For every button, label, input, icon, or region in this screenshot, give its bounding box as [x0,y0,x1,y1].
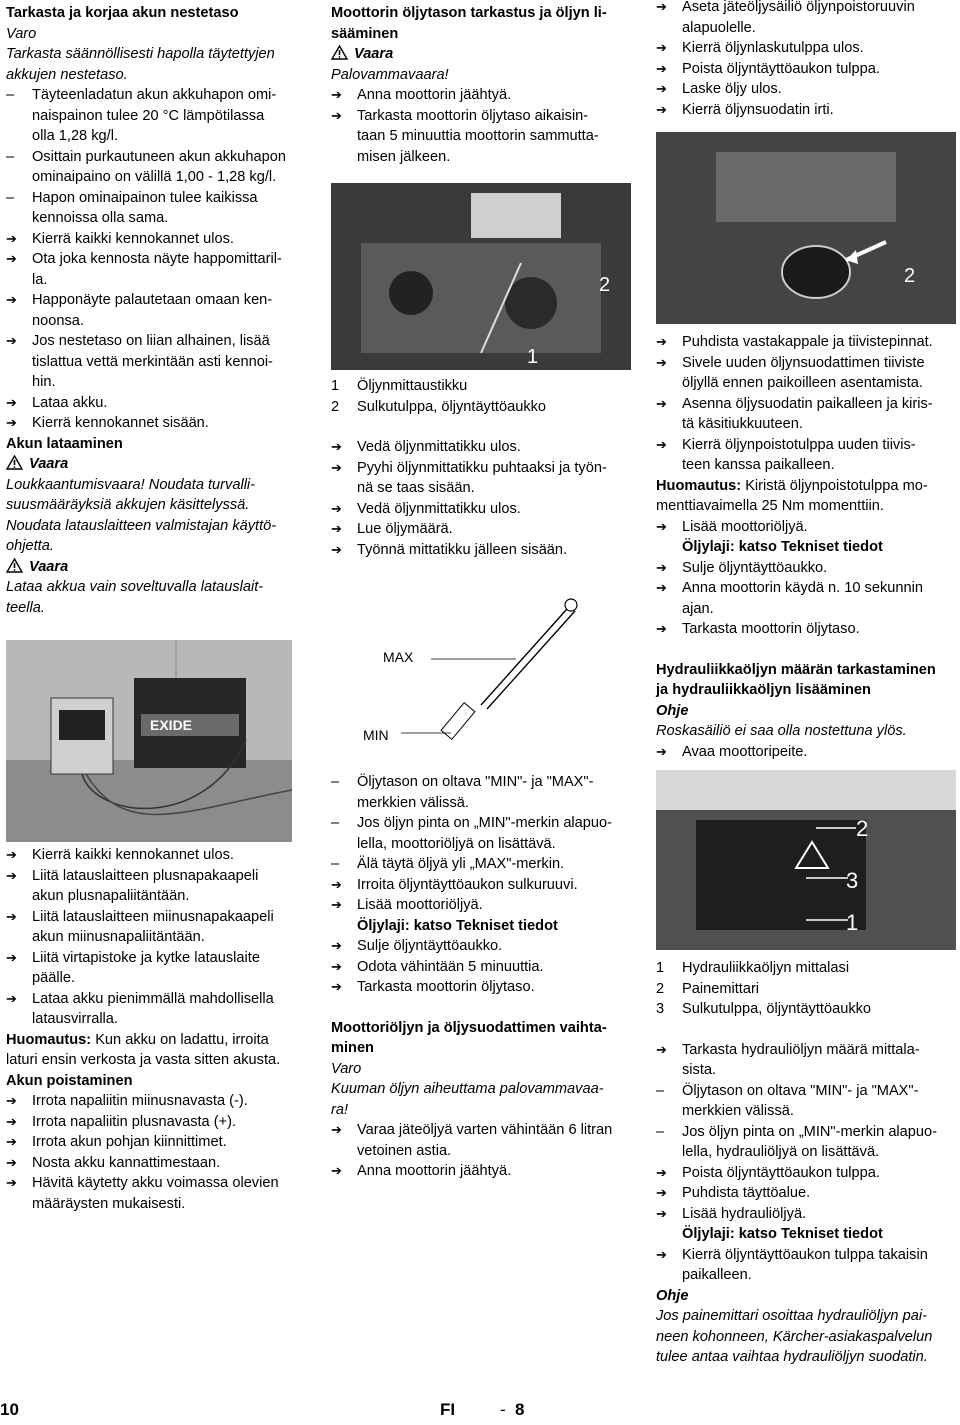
instruction-step [6,989,302,1030]
instruction-step [331,936,631,957]
instruction-step [6,249,302,290]
heading: minen [331,1040,374,1056]
arrow-icon: ➔ [6,908,17,924]
instruction-step [6,1153,302,1174]
heading: ja hydrauliikkaöljyn lisääminen [656,682,871,698]
page-number-left: 10 [0,1400,19,1419]
instruction-step [6,229,302,250]
legend-text: Sulkutulppa, öljyntäyttöaukko [357,398,547,415]
legend-item [656,958,956,979]
step-line: Anna moottorin jäähtyä. [357,87,512,103]
dash-marker: – [6,87,15,103]
step-line: latausvirralla. [32,1011,118,1027]
dash-item [656,1122,956,1163]
heading: Moottorin öljytason tarkastus ja öljyn li- [331,5,607,21]
step-line: Öljytason on oltava "MIN"- ja "MAX"- [682,1082,919,1099]
battery-brand-label: EXIDE [150,717,193,733]
arrow-icon: ➔ [6,230,17,246]
step-line: Poista öljyntäyttöaukon tulppa. [682,1164,880,1181]
legend-item [656,979,956,1000]
page-number-right: 8 [515,1400,525,1419]
italic-note: Lataa akkua vain soveltuvalla latauslait- [6,579,264,595]
arrow-icon: ➔ [331,107,342,123]
instruction-step [6,1132,302,1153]
italic-note: Noudata latauslaitteen valmistajan käyttö- [6,517,277,534]
legend-number: 3 [656,1001,665,1017]
arrow-icon: ➔ [656,580,667,595]
spacer [656,640,956,660]
language-code: FI [440,1400,456,1419]
step-line: Irrota napaliitin plusnavasta (+). [32,1113,237,1130]
heading: Hydrauliikkaöljyn määrän tarkastaminen [656,661,936,678]
oil-filter-install-steps [656,332,956,762]
note-label: Huomautus: [6,1031,92,1048]
battery-charging-steps [6,845,302,1214]
arrow-icon: ➔ [656,101,667,117]
instruction-step [331,85,631,106]
instruction-step [331,957,631,978]
note-label: Huomautus: [656,477,742,494]
step-line: Puhdista vastakappale ja tiivistepinnat. [682,334,933,350]
dash-item [331,813,631,854]
step-line: Vedä öljynmittatikku ulos. [357,500,521,517]
arrow-icon: ➔ [656,354,667,370]
note-text: Kiristä öljynpoistotulppa mo- [741,477,928,494]
instruction-step [656,1204,956,1225]
instruction-step [656,578,956,619]
oil-filter-photo [656,132,956,324]
arrow-icon: ➔ [331,938,342,953]
step-line: Irrota napaliitin miinusnavasta (-). [32,1093,248,1109]
warning-text: Vaara [354,46,394,62]
italic-note: ra! [331,1101,349,1118]
legend-item [331,397,631,418]
step-line: ominaipaino on välillä 1,00 - 1,28 kg/l. [32,169,277,185]
spacer [656,1020,956,1040]
instruction-step [656,1163,956,1184]
arrow-icon: ➔ [656,1164,667,1180]
step-line: Lataa akku. [32,394,108,411]
arrow-icon: ➔ [6,949,17,965]
step-line: Lisää hydrauliöljyä. [682,1205,807,1222]
step-line: Kierrä öljynsuodatin irti. [682,101,834,118]
step-line: Kierrä kaikki kennokannet ulos. [32,230,234,247]
warning-label [331,44,631,65]
instruction-step [331,977,631,998]
oil-drain-steps [656,0,956,120]
arrow-icon: ➔ [656,60,667,76]
step-line: Osittain purkautuneen akun akkuhapon [32,148,286,165]
step-line: nä se taas sisään. [357,480,475,496]
heading: sääminen [331,25,399,42]
spacer [331,417,631,437]
step-line: Kierrä öljynlaskutulppa ulos. [682,40,864,56]
arrow-icon: ➔ [656,0,667,14]
step-line: Kierrä öljynpoistotulppa uuden tiivis- [682,436,916,453]
instruction-step [656,1183,956,1204]
note-text: Kun akku on ladattu, irroita [91,1031,269,1048]
instruction-step [331,499,631,520]
legend-number: 2 [331,398,340,415]
note-paragraph [6,1030,302,1071]
step-line: olla 1,28 kg/l. [32,128,118,144]
step-line: akun plusnapaliitäntään. [32,888,190,904]
italic-note: Palovammavaara! [331,66,449,83]
step-line: hin. [32,374,56,390]
arrow-icon: ➔ [656,559,667,575]
instruction-step [656,100,956,121]
arrow-icon: ➔ [331,87,342,102]
legend-text: Hydrauliikkaöljyn mittalasi [682,960,850,976]
step-line: Anna moottorin käydä n. 10 sekunnin [682,580,923,596]
dash-marker: – [656,1123,665,1140]
step-line: Varaa jäteöljyä varten vähintään 6 litran [357,1122,613,1138]
step-line: Liitä virtapistoke ja kytke latauslaite [32,949,260,966]
hydraulic-tank-photo [656,770,956,950]
instruction-step [656,558,956,579]
warning-label [6,454,302,475]
arrow-icon: ➔ [331,521,342,536]
instruction-step [6,948,302,989]
arrow-icon: ➔ [331,439,342,454]
step-line: Hapon ominaipainon tulee kaikissa [32,189,258,206]
instruction-step [6,866,302,907]
oil-type-note: Öljylaji: katso Tekniset tiedot [682,1226,883,1242]
arrow-icon: ➔ [331,541,342,557]
step-line: Työnnä mittatikku jälleen sisään. [357,541,568,558]
step-line: Lataa akku pienimmällä mahdollisella [32,990,274,1007]
dash-marker: – [656,1082,665,1099]
instruction-step [331,1161,631,1182]
step-line: päälle. [32,970,76,986]
step-line: naispainon tulee 20 °C lämpötilassa [32,107,265,124]
step-line: tislattua vettä merkintään asti kennoi- [32,353,273,370]
arrow-icon: ➔ [331,500,342,516]
step-line: Happonäyte palautetaan omaan ken- [32,292,273,308]
step-line: Sulje öljyntäyttöaukko. [682,559,828,576]
step-line: Aseta jäteöljysäiliö öljynpoistoruuvin [682,0,915,15]
arrow-icon: ➔ [656,395,667,411]
arrow-icon: ➔ [656,518,667,534]
dipstick-diagram [331,575,631,750]
italic-note: neen kohonneen, Kärcher-asiakaspalvelun [656,1328,933,1345]
note-paragraph [656,476,956,517]
step-line: noonsa. [32,312,84,329]
arrow-icon: ➔ [6,251,17,266]
instruction-step [6,290,302,331]
oil-type-note: Öljylaji: katso Tekniset tiedot [682,539,883,555]
instruction-step [6,1173,302,1214]
instruction-step [331,437,631,458]
step-line: lella, moottoriöljyä on lisättävä. [357,835,556,852]
instruction-step [6,907,302,948]
arrow-icon: ➔ [6,1175,17,1190]
step-line: vetoinen astia. [357,1142,452,1159]
dash-marker: – [6,189,15,206]
arrow-icon: ➔ [656,743,667,759]
arrow-icon: ➔ [6,1093,17,1108]
dash-marker: – [331,774,340,790]
step-line: Anna moottorin jäähtyä. [357,1163,512,1179]
italic-note: Varo [331,1060,362,1077]
step-line: öljyllä ennen paikoilleen asentamista. [682,375,923,391]
instruction-step [656,435,956,476]
step-line: Tarkasta hydrauliöljyn määrä mittala- [682,1041,920,1058]
step-line: akun miinusnapaliitäntään. [32,929,205,945]
step-line: Älä täytä öljyä yli „MAX"-merkin. [357,856,565,872]
arrow-icon: ➔ [656,621,667,636]
note-line [6,1030,302,1051]
step-line: merkkien välissä. [357,794,469,811]
hydraulic-steps [656,958,956,1368]
instruction-step [331,1120,631,1161]
arrow-icon: ➔ [6,415,17,430]
battery-charger-photo [6,640,292,842]
dash-item [331,772,631,813]
page-separator: - [500,1400,506,1419]
step-line: Pyyhi öljynmittatikku puhtaaksi ja työn- [357,459,607,476]
instruction-step [331,875,631,896]
warning-text: Vaara [29,456,69,472]
step-line: Odota vähintään 5 minuuttia. [357,958,544,975]
dash-item [6,188,302,229]
step-line: teen kanssa paikalleen. [682,457,835,473]
instruction-step [6,331,302,393]
step-line: Nosta akku kannattimestaan. [32,1154,221,1171]
step-line: la. [32,271,48,288]
step-line: määräysten mukaisesti. [32,1195,186,1212]
heading: Tarkasta ja korjaa akun nestetaso [6,5,239,21]
note-line [6,1050,302,1071]
step-line: Tarkasta moottorin öljytaso aikaisin- [357,107,589,124]
dash-item [6,147,302,188]
italic-note: Varo [6,25,37,42]
instruction-step [656,59,956,80]
heading: Akun lataaminen [6,435,123,452]
italic-note: Roskasäiliö ei saa olla nostettuna ylös. [656,723,907,739]
step-line: Tarkasta moottorin öljytaso. [682,621,860,637]
legend-number: 1 [331,378,340,394]
arrow-icon: ➔ [6,990,17,1006]
tank-label-1: 1 [846,910,859,935]
step-line: taan 5 minuuttia moottorin sammutta- [357,128,599,144]
italic-note: ohjetta. [6,538,54,554]
legend-text: Öljynmittaustikku [357,378,468,394]
step-line: Irroita öljyntäyttöaukon sulkuruuvi. [357,876,578,893]
step-line: Vedä öljynmittatikku ulos. [357,439,521,455]
dipstick-min-label: MIN [363,727,389,743]
engine-photo [331,183,631,370]
dipstick-steps [331,376,631,560]
instruction-step [331,458,631,499]
step-line: ajan. [682,600,714,617]
step-line: Avaa moottoripeite. [682,743,808,760]
arrow-icon: ➔ [656,1041,667,1057]
legend-text: Painemittari [682,980,760,997]
legend-number: 2 [656,980,665,997]
arrow-icon: ➔ [6,867,17,883]
engine-oil-check-section [331,3,631,167]
step-line: Öljytason on oltava "MIN"- ja "MAX"- [357,774,594,790]
note-line [656,476,956,497]
step-line: Sulje öljyntäyttöaukko. [357,938,503,954]
battery-check-section [6,3,302,618]
italic-note: Kuuman öljyn aiheuttama palovammavaa- [331,1081,604,1097]
instruction-step [656,332,956,353]
step-line: Kierrä öljyntäyttöaukon tulppa takaisin [682,1246,928,1263]
instruction-step [656,742,956,763]
instruction-step [656,1245,956,1286]
instruction-step [331,106,631,168]
italic-note: akkujen nestetaso. [6,66,128,83]
arrow-icon: ➔ [331,1163,342,1178]
step-line: Asenna öljysuodatin paikalleen ja kiris- [682,395,933,412]
instruction-step [6,393,302,414]
step-line: kennoissa olla sama. [32,210,169,226]
instruction-step [656,79,956,100]
step-line: Lue öljymäärä. [357,521,453,537]
arrow-icon: ➔ [6,394,17,410]
italic-note: Tarkasta säännöllisesti hapolla täytettyjen [6,46,275,62]
step-line: Liitä latauslaitteen miinusnapakaapeli [32,908,274,925]
legend-item [331,376,631,397]
step-line: Sivele uuden öljynsuodattimen tiiviste [682,354,925,371]
step-line: paikalleen. [682,1267,752,1283]
arrow-icon: ➔ [656,81,667,96]
arrow-icon: ➔ [331,958,342,974]
arrow-icon: ➔ [656,436,667,452]
legend-number: 1 [656,960,665,976]
oil-level-steps [331,772,631,1182]
step-line: merkkien välissä. [682,1103,794,1119]
instruction-step [656,0,956,38]
legend-text: Sulkutulppa, öljyntäyttöaukko [682,1001,872,1017]
arrow-icon: ➔ [6,333,17,348]
instruction-step [6,1091,302,1112]
engine-photo-label-2: 2 [599,274,611,296]
hint-label: Ohje [656,702,689,719]
step-line: Kierrä kaikki kennokannet ulos. [32,847,234,863]
note-text: menttiavaimella 25 Nm momenttiin. [656,498,884,514]
italic-note: tulee antaa vaihtaa hydrauliöljyn suodatin. [656,1349,928,1365]
arrow-icon: ➔ [331,979,342,994]
heading: Akun poistaminen [6,1072,133,1089]
arrow-icon: ➔ [6,847,17,862]
italic-note: Jos painemittari osoittaa hydrauliöljyn pai- [656,1308,927,1324]
oil-type-note: Öljylaji: katso Tekniset tiedot [357,917,558,934]
step-line: Lisää moottoriöljyä. [357,897,483,913]
step-line: Jos öljyn pinta on „MIN"-merkin alapuo- [357,815,612,831]
warning-label [6,557,302,578]
arrow-icon: ➔ [656,1205,667,1221]
arrow-icon: ➔ [656,1185,667,1200]
filter-photo-label-2: 2 [904,265,916,287]
dash-marker: – [331,815,340,831]
dash-marker: – [331,856,340,872]
dash-marker: – [6,148,15,165]
step-line: tä käsitiukkuuteen. [682,416,803,432]
arrow-icon: ➔ [656,334,667,349]
legend-item [656,999,956,1020]
spacer [331,998,631,1018]
step-line: Lisää moottoriöljyä. [682,518,808,535]
step-line: Poista öljyntäyttöaukon tulppa. [682,60,880,77]
step-line: Irrota akun pohjan kiinnittimet. [32,1134,227,1150]
step-line: Kierrä kennokannet sisään. [32,415,209,431]
arrow-icon: ➔ [331,459,342,475]
instruction-step [656,1040,956,1081]
instruction-step [331,540,631,561]
arrow-icon: ➔ [6,292,17,307]
tank-label-3: 3 [846,868,859,893]
instruction-step [6,845,302,866]
step-line: Jos öljyn pinta on „MIN"-merkin alapuo- [682,1123,937,1140]
instruction-step [656,38,956,59]
italic-note: teella. [6,599,45,616]
warning-text: Vaara [29,558,69,575]
step-line: Täyteenladatun akun akkuhapon omi- [32,87,277,103]
step-line: misen jälkeen. [357,148,451,165]
instruction-step [331,519,631,540]
arrow-icon: ➔ [331,876,342,892]
step-line: sista. [682,1062,717,1078]
instruction-step [6,413,302,434]
hint-label: Ohje [656,1287,689,1304]
arrow-icon: ➔ [6,1154,17,1170]
step-line: Laske öljy ulos. [682,81,782,97]
dash-item [6,85,302,147]
step-line: Jos nestetaso on liian alhainen, lisää [32,333,270,349]
step-line: Puhdista täyttöalue. [682,1185,811,1201]
dash-item [331,854,631,875]
italic-note: Loukkaantumisvaara! Noudata turvalli- [6,476,256,493]
instruction-step [656,517,956,538]
instruction-step [6,1112,302,1133]
arrow-icon: ➔ [331,1122,342,1137]
note-text: laturi ensin verkosta ja vasta sitten akusta. [6,1052,281,1068]
heading: Moottoriöljyn ja öljysuodattimen vaihta- [331,1019,607,1036]
arrow-icon: ➔ [656,1246,667,1262]
arrow-icon: ➔ [656,40,667,55]
note-line [656,496,956,517]
instruction-step [656,394,956,435]
instruction-step [656,619,956,640]
tank-label-2: 2 [856,816,869,841]
step-line: Ota joka kennosta näyte happomittaril- [32,251,282,267]
italic-note: suusmääräyksiä akkujen käsittelyssä. [6,497,250,513]
arrow-icon: ➔ [331,897,342,912]
step-line: Tarkasta moottorin öljytaso. [357,979,535,995]
instruction-step [331,895,631,916]
dipstick-max-label: MAX [383,649,414,665]
engine-photo-label-1: 1 [527,346,539,368]
instruction-step [656,353,956,394]
step-line: Liitä latauslaitteen plusnapakaapeli [32,867,259,884]
arrow-icon: ➔ [6,1134,17,1149]
step-line: lella, hydrauliöljyä on lisättävä. [682,1144,880,1160]
step-line: alapuolelle. [682,19,756,36]
dash-item [656,1081,956,1122]
arrow-icon: ➔ [6,1113,17,1129]
step-line: Hävitä käytetty akku voimassa olevien [32,1175,279,1191]
